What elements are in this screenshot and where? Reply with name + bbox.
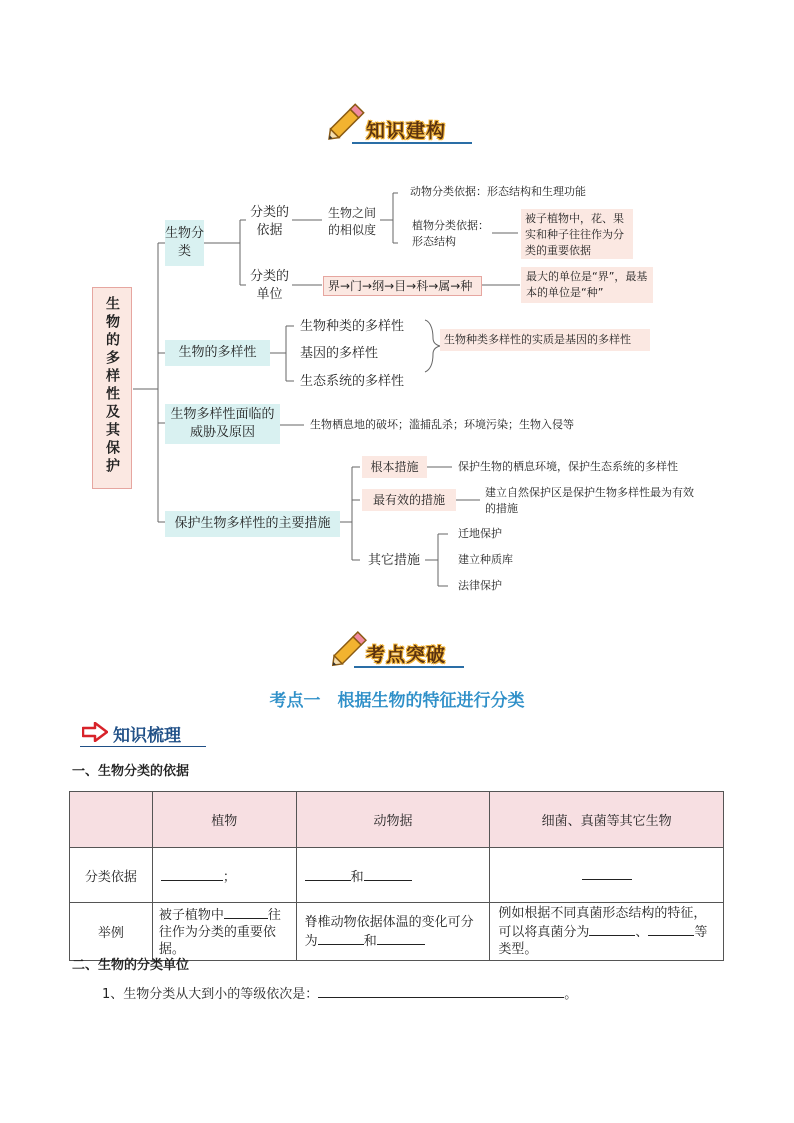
node-biodiversity: 生物的多样性 [165,340,270,366]
fill-blank[interactable] [318,984,564,998]
q2-item1: 1、生物分类从大到小的等级依次是： 。 [102,984,577,1003]
fill-blank[interactable] [318,931,364,945]
fill-blank[interactable] [648,922,694,936]
knowledge-title: 知识建构 [366,120,447,142]
cell-other-example: 例如根据不同真菌形态结构的特征，可以将真菌分为 、 等类型。 [490,903,724,961]
node-threats: 生物多样性面临的威胁及原因 [165,404,280,444]
note-species-gene: 生物种类多样性的实质是基因的多样性 [440,329,650,351]
node-classification-units: 分类的单位 [249,269,289,302]
table-header-row [70,792,724,848]
review-underline [80,746,206,747]
node-classification-basis: 分类的依据 [249,205,289,238]
node-rank-chain: 界→门→纲→目→科→属→种 [323,276,482,296]
table-header-empty [70,792,153,848]
fill-blank[interactable] [582,866,632,880]
breakthrough-header [326,624,466,672]
table-header-other: 细菌、真菌等其它生物 [490,792,724,848]
table-header-plant: 植物 [152,792,296,848]
row-label-example: 举例 [70,903,153,961]
note-threats-reasons: 生物栖息地的破坏；滥捕乱杀；环境污染；生物入侵等 [310,418,574,431]
q2-heading: 二、生物的分类单位 [72,958,190,973]
node-animal-basis: 动物分类依据：形态结构和生理功能 [410,185,586,198]
node-legal-protection: 法律保护 [458,579,502,592]
cell-animal-example: 脊椎动物依据体温的变化可分为 和 [296,903,490,961]
node-most-effective-measure: 最有效的措施 [362,489,456,511]
note-most-effective-measure: 建立自然保护区是保护生物多样性最为有效的措施 [485,486,694,515]
node-ex-situ: 迁地保护 [458,527,502,540]
cell-plant-example: 被子植物中 往 往作为分类的重要依据。 [152,903,296,961]
table-row-example [70,903,724,961]
q1-heading: 一、生物分类的依据 [72,764,190,779]
fill-blank[interactable] [364,867,412,881]
note-largest-smallest-unit: 最大的单位是“界”，最基本的单位是“种” [521,267,653,303]
node-plant-basis: 植物分类依据：形态结构 [412,219,489,248]
topic-title: 考点一 根据生物的特征进行分类 [269,691,525,711]
node-fundamental-measure: 根本措施 [362,456,427,478]
review-title: 知识梳理 [113,726,181,746]
cell-plant-basis: ； [152,848,296,903]
fill-blank[interactable] [589,922,635,936]
cell-animal-basis: 和 [296,848,490,903]
node-ecosystem-diversity: 生态系统的多样性 [300,374,405,389]
node-other-measures: 其它措施 [368,553,421,568]
review-header [80,719,208,749]
node-protection-measures: 保护生物多样性的主要措施 [165,511,340,537]
node-similarity: 生物之间的相似度 [327,206,376,237]
node-classification: 生物分类 [165,220,204,266]
note-flower-fruit-seed: 被子植物中，花、果实和种子往往作为分类的重要依据 [521,209,633,259]
breakthrough-underline [354,666,464,668]
root-label: 生物的多样性及其保护 [104,296,120,476]
note-fundamental-measure: 保护生物的栖息环境，保护生态系统的多样性 [458,460,678,473]
classification-basis-table [69,791,724,961]
row-label-basis: 分类依据 [70,848,153,903]
fill-blank[interactable] [161,867,223,881]
mindmap-root [92,287,132,489]
fill-blank[interactable] [305,867,351,881]
cell-other-basis [490,848,724,903]
arrow-right-icon [82,722,108,742]
node-germplasm-bank: 建立种质库 [458,553,513,566]
fill-blank[interactable] [377,931,425,945]
breakthrough-title: 考点突破 [366,644,447,666]
table-header-animal: 动物据 [296,792,490,848]
table-row-basis [70,848,724,903]
node-gene-diversity: 基因的多样性 [300,346,379,361]
node-species-diversity: 生物种类的多样性 [300,319,405,334]
fill-blank[interactable] [224,905,268,919]
